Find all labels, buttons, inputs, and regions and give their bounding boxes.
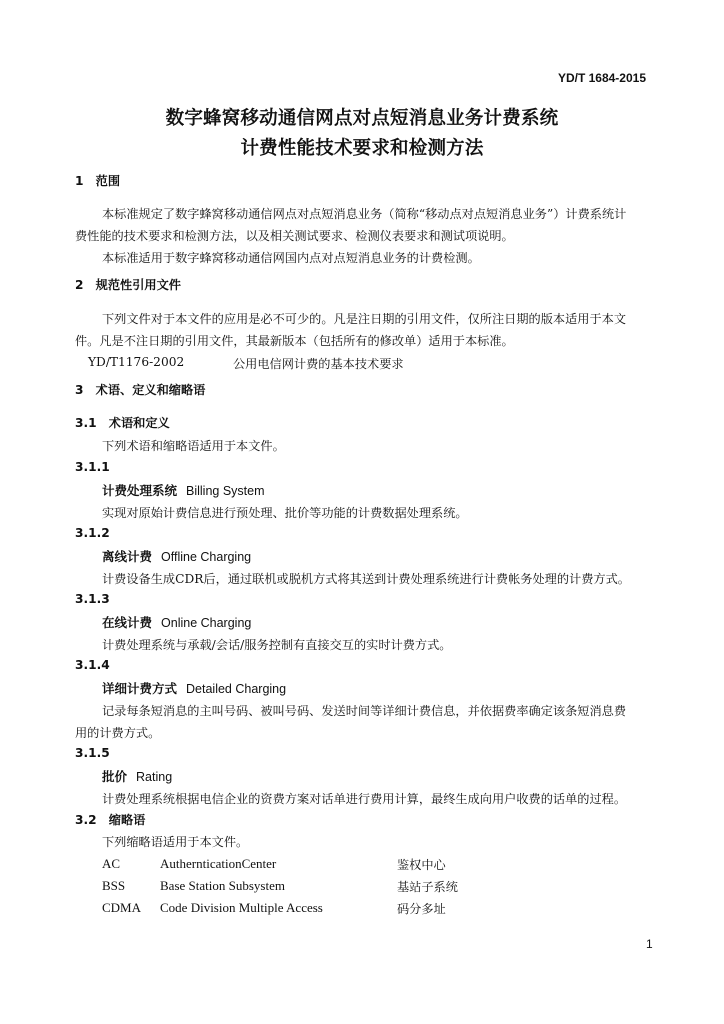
abbreviation-full: Base Station Subsystem [160, 878, 285, 893]
term-definition-line-1: 记录每条短消息的主叫号码、被叫号码、发送时间等详细计费信息，并依据费率确定该条短消息费 [102, 704, 627, 718]
term-number: 3.1.4 [75, 658, 110, 672]
reference-code: YD/T1176-2002 [88, 355, 185, 369]
section-1-paragraph-2: 本标准适用于数字蜂窝移动通信网国内点对点短消息业务的计费检测。 [102, 251, 480, 265]
term-name-en: Online Charging [161, 616, 252, 630]
abbreviation: BSS [102, 878, 126, 893]
term-name-en: Billing System [186, 484, 265, 498]
abbreviation-full: Code Division Multiple Access [160, 900, 323, 915]
term-name-cn: 离线计费 [102, 549, 153, 564]
term-name [102, 679, 286, 697]
term-definition-line-2: 用的计费方式。 [75, 726, 161, 740]
section-3-2-intro: 下列缩略语适用于本文件。 [102, 835, 249, 849]
term-name [102, 613, 251, 631]
term-definition: 计费处理系统与承载/会话/服务控制有直接交互的实时计费方式。 [102, 638, 452, 652]
section-3-heading: 3 术语、定义和缩略语 [75, 383, 206, 397]
abbreviation-cn: 码分多址 [397, 902, 446, 916]
term-name-en: Rating [136, 770, 173, 784]
term-name [102, 481, 265, 499]
term-name-en: Detailed Charging [186, 682, 287, 696]
term-name-cn: 在线计费 [102, 615, 153, 630]
abbreviation-full: AuthernticationCenter [160, 856, 277, 871]
section-3-1-heading: 3.1 术语和定义 [75, 416, 170, 430]
term-definition: 计费设备生成CDR后，通过联机或脱机方式将其送到计费处理系统进行计费帐务处理的计费方式。 [102, 572, 630, 586]
term-number: 3.1.1 [75, 460, 110, 474]
page-number: 1 [646, 937, 653, 951]
term-name-cn: 批价 [102, 769, 128, 784]
section-1-paragraph-line-2: 费性能的技术要求和检测方法，以及相关测试要求、检测仪表要求和测试项说明。 [75, 229, 514, 243]
reference-title: 公用电信网计费的基本技术要求 [233, 357, 404, 371]
term-number: 3.1.5 [75, 746, 110, 760]
abbreviation: CDMA [102, 900, 142, 915]
abbreviation-cn: 基站子系统 [397, 880, 458, 894]
section-2-heading: 2 规范性引用文件 [75, 278, 181, 292]
term-number: 3.1.2 [75, 526, 110, 540]
term-definition: 实现对原始计费信息进行预处理、批价等功能的计费数据处理系统。 [102, 506, 468, 520]
term-number: 3.1.3 [75, 592, 110, 606]
term-name [102, 547, 251, 565]
term-definition: 计费处理系统根据电信企业的资费方案对话单进行费用计算，最终生成向用户收费的话单的过程。 [102, 792, 627, 806]
section-1-paragraph-line-1: 本标准规定了数字蜂窝移动通信网点对点短消息业务（简称“移动点对点短消息业务”）计费系统计 [102, 207, 627, 221]
section-3-1-intro: 下列术语和缩略语适用于本文件。 [102, 439, 285, 453]
section-2-paragraph-line-2: 件。凡是不注日期的引用文件，其最新版本（包括所有的修改单）适用于本标准。 [75, 334, 514, 348]
term-name-cn: 计费处理系统 [102, 483, 178, 498]
section-3-2-heading: 3.2 缩略语 [75, 813, 146, 827]
title-line-2: 计费性能技术要求和检测方法 [240, 138, 484, 159]
section-1-heading: 1 范围 [75, 174, 121, 188]
abbreviation: AC [102, 856, 121, 871]
term-name-cn: 详细计费方式 [102, 681, 178, 696]
document-id: YD/T 1684-2015 [557, 71, 646, 85]
title-line-1: 数字蜂窝移动通信网点对点短消息业务计费系统 [165, 108, 559, 129]
section-2-paragraph-line-1: 下列文件对于本文件的应用是必不可少的。凡是注日期的引用文件，仅所注日期的版本适用于本文 [102, 312, 627, 326]
abbreviation-cn: 鉴权中心 [397, 858, 446, 872]
term-name-en: Offline Charging [161, 550, 252, 564]
term-name [102, 767, 172, 785]
